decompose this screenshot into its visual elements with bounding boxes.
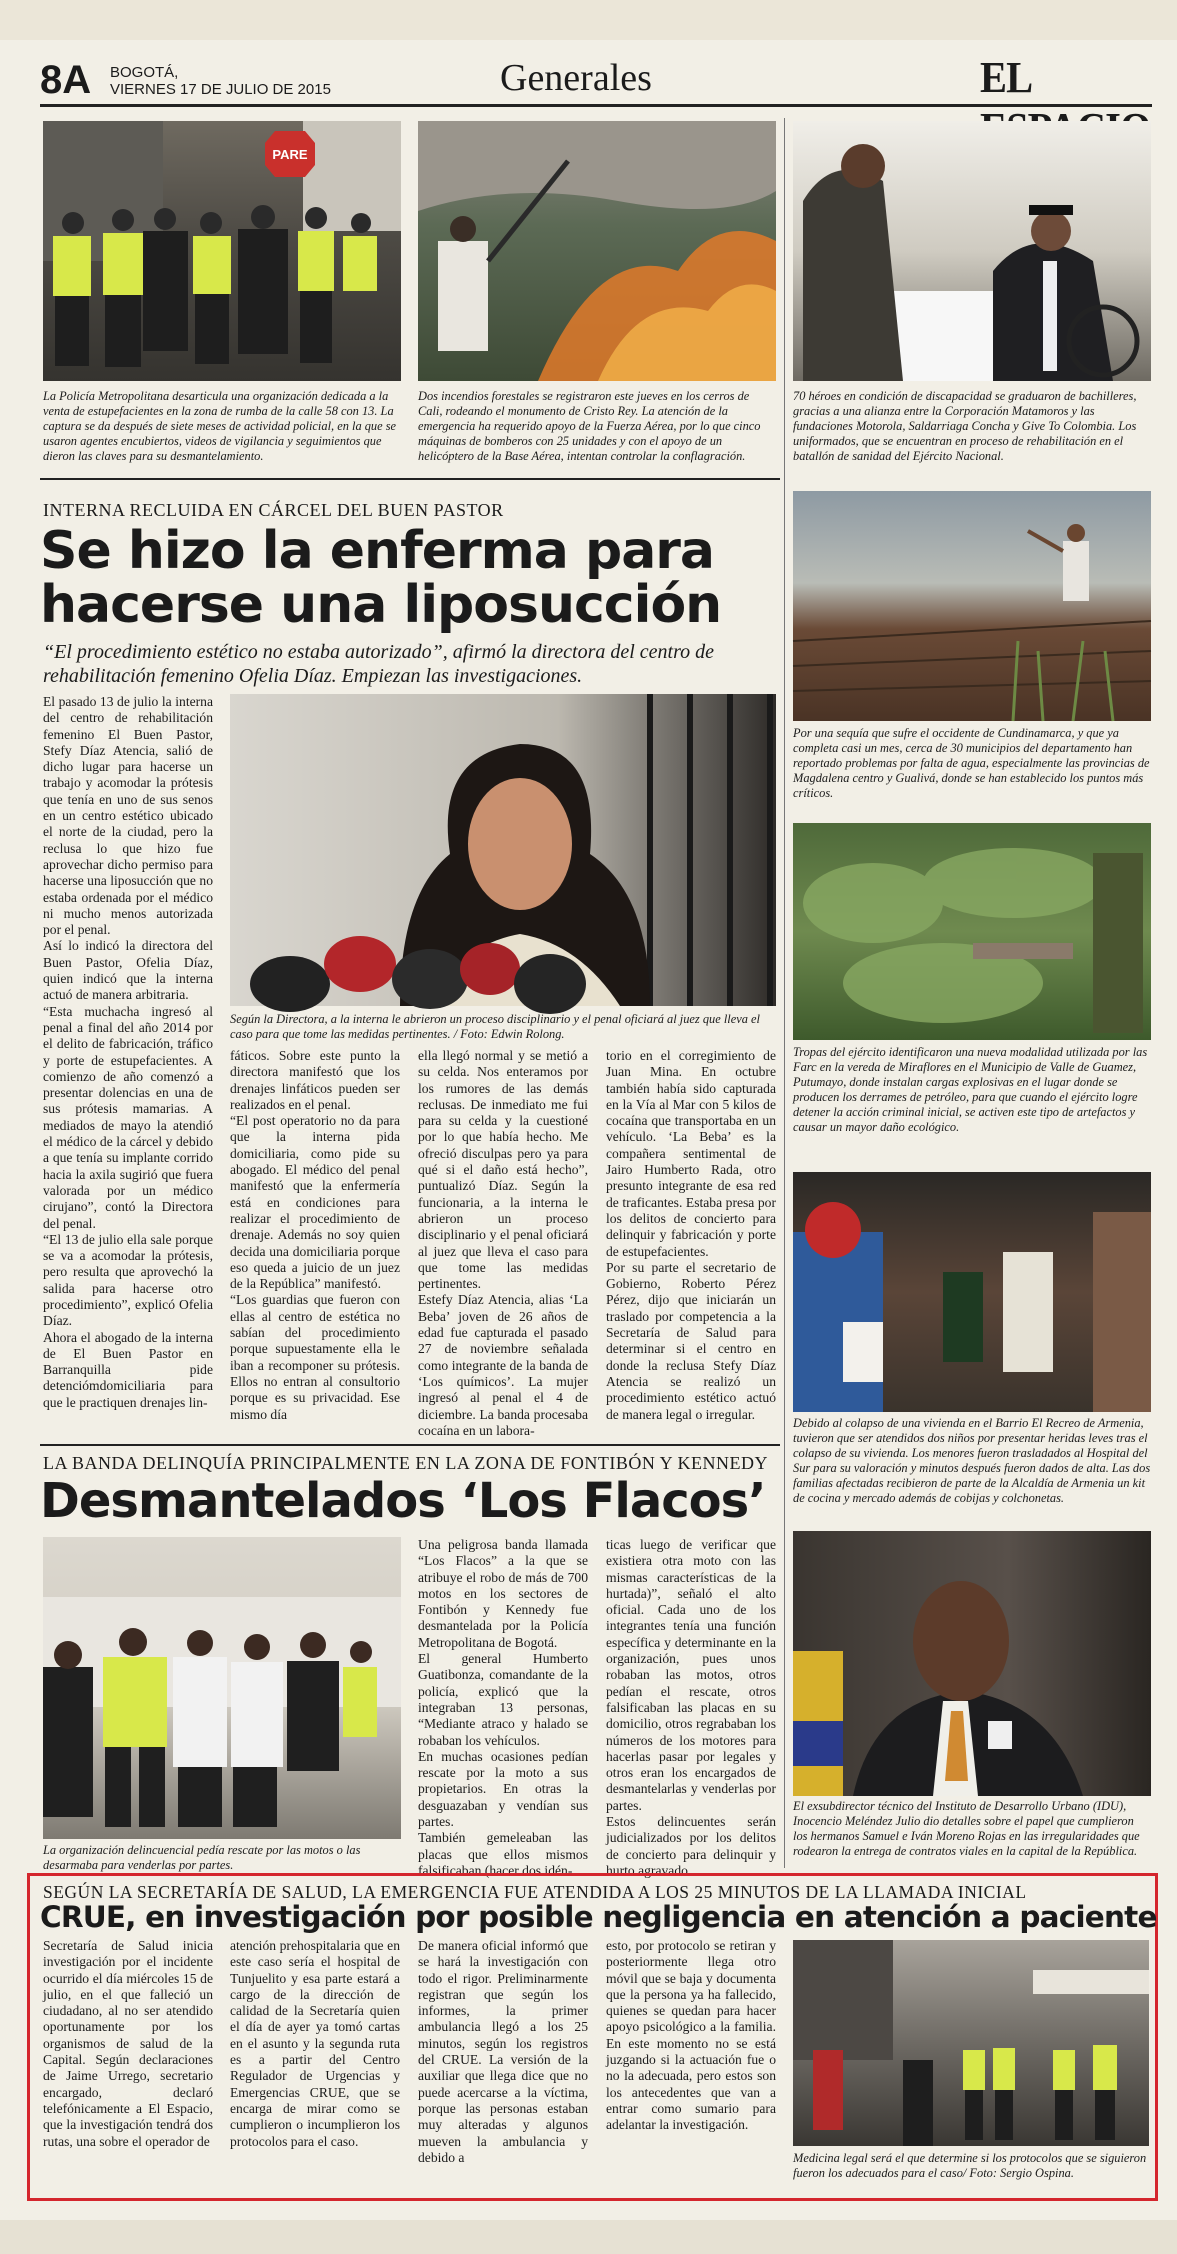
story1-column-4: torio en el corregimiento de Juan Mina. En octubre también había sido capturada en la Vía al Mar con 5 kilos de cocaína que transportaba en un vehículo. ‘La Beba’ es la compañera sentimental de Jairo Humberto Rada, otro presunto integrante de esa red de traficantes. Estaba presa por los delitos de concierto para delinquir y fabricación y porte de estupefacientes. Por su parte el secretario de Gobierno, Roberto Pérez Pérez, dijo que iniciarán un traslado por competencia a la Secretaría de Salud para determinar si el centro en donde la reclusa Stefy Díaz Atencia se realizó un procedimiento estético actuó de manera legal o irregular.: [606, 1048, 776, 1422]
crue-scene-illustration: [793, 1940, 1149, 2146]
army-explosives-illustration: [793, 823, 1151, 1040]
caption-police-raid: La Policía Metropolitana desarticula una organización dedicada a la venta de estupefacientes en la zona de rumba de la calle 58 con 13. La captura se da después de siete meses de actividad policial, en la que se usaron agentes encubiertos, videos de vigilancia y seguimientos que dieron las claves para su desmantelamiento.: [43, 389, 397, 463]
story2-column-1: Una peligrosa banda llamada “Los Flacos” a la que se atribuye el robo de más de 700 motos en los sectores de Fontibón y Kennedy fue desmantelada por la Policía Metropolitana de Bogotá. El general Humberto Guatibonza, comandante de la policía, explicó que la integraban 13 personas, “Mediante atraco y halado se robaban los vehículos. En muchas ocasiones pedían rescate por la moto a sus propietarios. En otras la desguazaban y vendían sus partes. También gemeleaban las placas que ellos mismos falsificaban (hacer dos idén-: [418, 1537, 588, 1878]
story1-headline-line1: Se hizo la enferma para: [40, 521, 715, 581]
story3-column-2: atención prehospitalaria que en este caso sería el hospital de Tunjuelito y esa parte estará a cargo de la dirección de calidad de la Secretaría quien el día de ayer ya tomó cartas en el asunto y la segunda ruta es a partir del Centro Regulador de Urgencias y Emergencias CRUE, que se encarga de mirar como se cumplieron o incumplieron los protocolos para el caso.: [230, 1938, 400, 2149]
dateline: [110, 64, 331, 98]
caption-drought: Por una sequía que sufre el occidente de Cundinamarca, y que ya completa casi un mes, cerca de 30 municipios del departamento han reportado problemas por falta de agua, especialmente las provincias de Magdalena centro y Gualivá, donde se han establecido los puntos más críticos.: [793, 726, 1150, 800]
stop-sign-text: PARE: [272, 147, 308, 162]
photo-police-raid: [43, 121, 401, 381]
masthead-logo: EL: [980, 53, 1030, 102]
top-section-rule: [40, 478, 780, 480]
caption-prison-director: Según la Directora, a la interna le abrieron un proceso disciplinario y el penal oficiará al juez que lleva el caso para que tome las medidas pertinentes. / Foto: Edwin Rolong.: [230, 1012, 760, 1041]
story1-kicker: INTERNA RECLUIDA EN CÁRCEL DEL BUEN PASTOR: [43, 500, 504, 520]
story1-column-1: El pasado 13 de julio la interna del centro de rehabilitación femenino El Buen Pastor, Stefy Díaz Atencia, salió de dicho lugar para hacerse un trabajo y acomodar la prótesis que tenía en uno de sus senos en un centro estético ubicado el norte de la ciudad, pero la reclusa lo que hizo fue aprovechar dicho permiso para hacerse una liposucción que no estaba ordenada por el médico ni mucho menos autorizada por el penal. Así lo indicó la directora del Buen Pastor, Ofelia Díaz, quien indicó que la interna actuó de manera arbitraria. “Esta muchacha ingresó al penal a final del año 2014 por el delito de fabricación, tráfico y porte de estupefacientes. A comienzo de año comenzó a presentar dolencias en una de sus prótesis mamarias. A mediados de mayo la atendió el médico de la cárcel y debido a que tenía su implante corrido hacia la axila sugirió que fuera valorada por un médico cirujano”, contó la Directora del penal. “El 13 de julio ella sale porque se va a acomodar la prótesis, pero resulta que aprovechó la salida para hacerse otro procedimiento”, explicó Ofelia Díaz. Ahora el abogado de la interna de El Buen Pastor en Barranquilla pide detenciómdomiciliaria para que le practiquen drenajes lin-: [43, 694, 213, 1410]
caption-army-explosives: Tropas del ejército identificaron una nueva modalidad utilizada por las Farc en la vereda de Miraflores en el Municipio de Valle de Guamez, Putumayo, donde instalan cargas explosivas en el lugar donde se producen los derrames de petróleo, para que cuando el ejército logre detener la acción criminal inicial, se activen este tipo de artefactos y causar un mayor daño ecológico.: [793, 1045, 1148, 1134]
story1-column-3: ella llegó normal y se metió a su celda. Nos enteramos por los rumores de las demás reclusas. De inmediato me fui para su celda y la cuestioné por lo que había hecho. Me ofreció disculpas pero ya para qué si el daño está hecho”, puntualizó Díaz. Según la funcionaria, a la interna le abrieron un proceso disciplinario y el penal oficiará al juez que lleva el caso para que tome las medidas pertinentes. Estefy Díaz Atencia, alias ‘La Beba’ joven de 26 años de edad fue capturada el pasado 27 de noviembre señalada como integrante de la banda de ‘Los químicos’. La mujer ingresó al penal el 4 de diciembre. La banda procesaba cocaína en un labora-: [418, 1048, 588, 1438]
caption-house-collapse: Debido al colapso de una vivienda en el Barrio El Recreo de Armenia, tuvieron que ser atendidos dos niños por presentar heridas leves tras el colapso de su vivienda. Los menores fueron trasladados al Hospital del Sur para su valoración y minutos después fueron dados de alta. Las dos familias afectadas recibieron de parte de la Alcaldía de Armenia un kit de cocina y mercado además de cobijas y colchonetas.: [793, 1416, 1151, 1505]
photo-army-explosives: [793, 823, 1151, 1040]
story1-column-2: fáticos. Sobre este punto la directora manifestó que los drenajes linfáticos pueden ser realizados en el penal. “El post operatorio no da para que la interna pida domiciliaria, como pide su abogado. El médico del penal manifestó que la enfermería está en condiciones para realizar el procedimiento de drenaje. Además no soy quien decida una domiciliaria porque eso queda a juicio de un juez de la República” manifestó. “Los guardias que fueron con ellas al centro de estética no sabían del procedimiento porque supuestamente ella le iban a recomponer su prótesis. Ellos no entran al consultorio porque es su privacidad. Ese mismo día: [230, 1048, 400, 1422]
photo-forest-fire: [418, 121, 776, 381]
caption-idu-official: El exsubdirector técnico del Instituto de Desarrollo Urbano (IDU), Inocencio Meléndez Julio dio detalles sobre el papel que cumplieron los hermanos Samuel e Iván Moreno Rojas en las irregularidades que rodearon la entrega de contratos viales en la capital de la República.: [793, 1799, 1140, 1858]
photo-prison-director: [230, 694, 776, 1006]
story2-column-2: ticas luego de verificar que existiera otra moto con las mismas características de la hurtada)”, señaló el alto oficial. Cada uno de los integrantes tenía una función específica y determinante en la organización, pues unos robaban las motos, otros pedían el rescate, otros falsificaban las placas en su domicilio, otros regrababan los números de los motores para hacerlas pasar por legales y otros eran los encargados de desmantelarlas y venderlas por partes. Estos delincuentes serán judicializados por los delitos de concierto para delinquir y hurto agravado.: [606, 1537, 776, 1878]
column-divider: [784, 118, 785, 1868]
drought-illustration: [793, 491, 1151, 721]
photo-crue-scene: [793, 1940, 1149, 2146]
caption-los-flacos: La organización delincuencial pedía rescate por las motos o las desarmaba para venderlas por partes.: [43, 1843, 361, 1872]
story3-headline: CRUE, en investigación por posible negligencia en atención a paciente: [40, 1900, 1157, 1934]
story3-column-4: esto, por protocolo se retiran y posteriormente llega otro móvil que se baja y documenta que la persona ya ha fallecido, quienes se quedan para hacer apoyo psicológico a la familia. En este momento no se está juzgando si la actuación fue o no la adecuada, pero estos son los antecedentes que van a entrar como sumario para adelantar la investigación.: [606, 1938, 776, 2133]
police-raid-illustration: [43, 121, 401, 381]
photo-house-collapse: [793, 1172, 1151, 1412]
section-title: Generales: [500, 57, 652, 99]
story3-column-1: Secretaría de Salud inicia investigación por el incidente ocurrido el día miércoles 15 de julio, en el que falleció un ciudadano, al no ser atendido oportunamente por los organismos de salud de la Capital. Según declaraciones de Jaime Urrego, secretario encargado, declaró telefónicamente a El Espacio, que la investigación tendrá dos rutas, una sobre el operador de: [43, 1938, 213, 2149]
house-collapse-illustration: [793, 1172, 1151, 1412]
dateline-date: VIERNES 17 DE JULIO DE 2015: [110, 81, 331, 98]
story1-headline-line2: hacerse una liposucción: [40, 575, 722, 635]
caption-forest-fire: Dos incendios forestales se registraron este jueves en los cerros de Cali, rodeando el monumento de Cristo Rey. La atención de la emergencia ha requerido apoyo de la Fuerza Aérea, por lo que cinco máquinas de bomberos con 25 unidades y con el apoyo de un helicóptero de la Base Aérea, intentan controlar la conflagración.: [418, 389, 761, 463]
story1-rule: [40, 1444, 780, 1446]
photo-graduation: [793, 121, 1151, 381]
graduation-illustration: [793, 121, 1151, 381]
photo-drought: [793, 491, 1151, 721]
prison-director-illustration: [230, 694, 776, 1006]
scan-bottom-margin: [0, 2220, 1177, 2254]
story2-headline: Desmantelados ‘Los Flacos’: [40, 1473, 766, 1529]
idu-official-illustration: [793, 1531, 1151, 1796]
caption-crue-scene: Medicina legal será el que determine si los protocolos que se siguieron fueron los adecuados para el caso/ Foto: Sergio Ospina.: [793, 2151, 1147, 2180]
story1-dek: “El procedimiento estético no estaba autorizado”, afirmó la directora del centro de rehabilitación femenino Ofelia Díaz. Empiezan las investigaciones.: [43, 641, 715, 687]
story2-kicker: LA BANDA DELINQUÍA PRINCIPALMENTE EN LA ZONA DE FONTIBÓN Y KENNEDY: [43, 1453, 768, 1473]
story3-kicker: SEGÚN LA SECRETARÍA DE SALUD, LA EMERGENCIA FUE ATENDIDA A LOS 25 MINUTOS DE LA LLAMADA INICIAL: [43, 1882, 1027, 1902]
scan-top-margin: [0, 0, 1177, 40]
caption-graduation: 70 héroes en condición de discapacidad se graduaron de bachilleres, gracias a una alianza entre la Corporación Matamoros y las fundaciones Motorola, Saldarriaga Concha y Give To Colombia. Los uniformados, que se encuentran en proceso de rehabilitación en el batallón de sanidad del Ejército Nacional.: [793, 389, 1137, 463]
los-flacos-illustration: [43, 1537, 401, 1839]
header-rule: [40, 104, 1152, 107]
photo-idu-official: [793, 1531, 1151, 1796]
photo-los-flacos: [43, 1537, 401, 1839]
forest-fire-illustration: [418, 121, 776, 381]
page-number: 8A: [40, 58, 92, 102]
story3-column-3: De manera oficial informó que se hará la investigación con todo el rigor. Preliminarmente registran que según los informes, la primer ambulancia llegó a los 25 minutos, según los registros del CRUE. La versión de la auxiliar que llega dice que no puede acercarse a la víctima, porque las personas estaban muy alteradas y algunos mueven la ambulancia y debido a: [418, 1938, 588, 2165]
dateline-city: BOGOTÁ,: [110, 64, 179, 81]
